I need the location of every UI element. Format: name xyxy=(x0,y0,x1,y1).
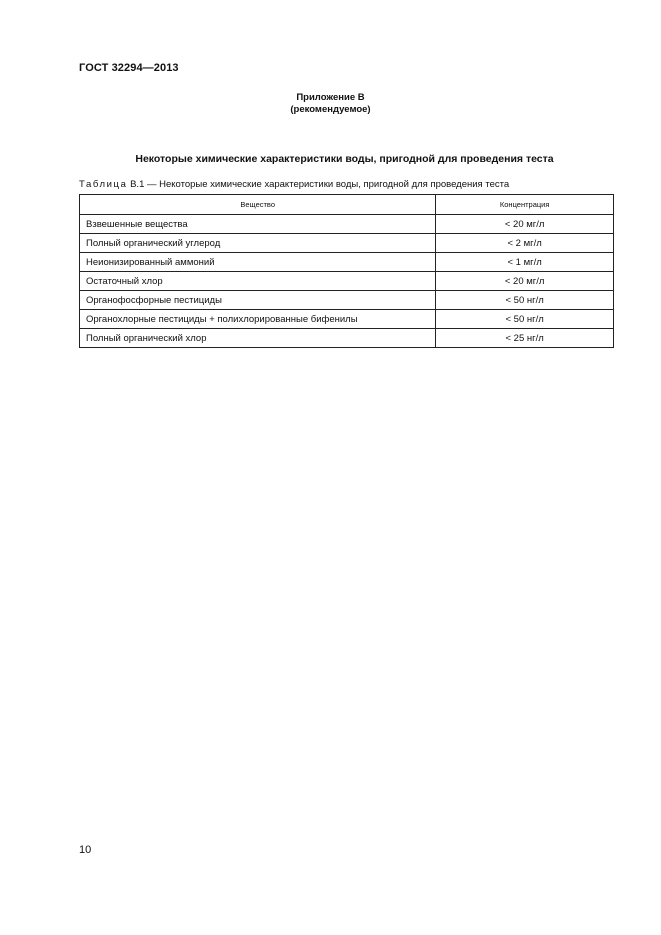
standard-id: ГОСТ 32294—2013 xyxy=(79,62,179,74)
page-number: 10 xyxy=(79,844,92,856)
table-row xyxy=(80,234,614,253)
chemical-characteristics-table xyxy=(79,194,614,348)
substance-cell: Неионизированный аммоний xyxy=(80,253,436,272)
concentration-cell: < 2 мг/л xyxy=(436,234,614,253)
concentration-cell: < 1 мг/л xyxy=(436,253,614,272)
table-row xyxy=(80,215,614,234)
substance-cell: Взвешенные вещества xyxy=(80,215,436,234)
substance-cell: Остаточный хлор xyxy=(80,272,436,291)
annex-title: Приложение В xyxy=(296,92,365,103)
substance-cell: Полный органический углерод xyxy=(80,234,436,253)
table-caption xyxy=(79,179,509,190)
concentration-cell: < 50 нг/л xyxy=(436,291,614,310)
table-row xyxy=(80,310,614,329)
concentration-cell: < 20 мг/л xyxy=(436,215,614,234)
substance-cell: Органофосфорные пестициды xyxy=(80,291,436,310)
table-row xyxy=(80,272,614,291)
concentration-cell: < 25 нг/л xyxy=(436,329,614,348)
table-header-row xyxy=(80,195,614,215)
concentration-cell: < 20 мг/л xyxy=(436,272,614,291)
table-row xyxy=(80,291,614,310)
section-heading: Некоторые химические характеристики воды, пригодной для проведения теста xyxy=(135,153,554,165)
table-row xyxy=(80,329,614,348)
table-caption-text: В.1 — Некоторые химические характеристики воды, пригодной для проведения теста xyxy=(127,179,510,190)
annex-status: (рекомендуемое) xyxy=(290,104,371,115)
table-caption-label: Таблица xyxy=(79,179,128,190)
table-row xyxy=(80,253,614,272)
substance-cell: Полный органический хлор xyxy=(80,329,436,348)
concentration-cell: < 50 нг/л xyxy=(436,310,614,329)
column-header-substance: Вещество xyxy=(80,195,436,215)
column-header-concentration: Концентрация xyxy=(436,195,614,215)
annex-header xyxy=(0,92,661,116)
substance-cell: Органохлорные пестициды + полихлорированные бифенилы xyxy=(80,310,436,329)
